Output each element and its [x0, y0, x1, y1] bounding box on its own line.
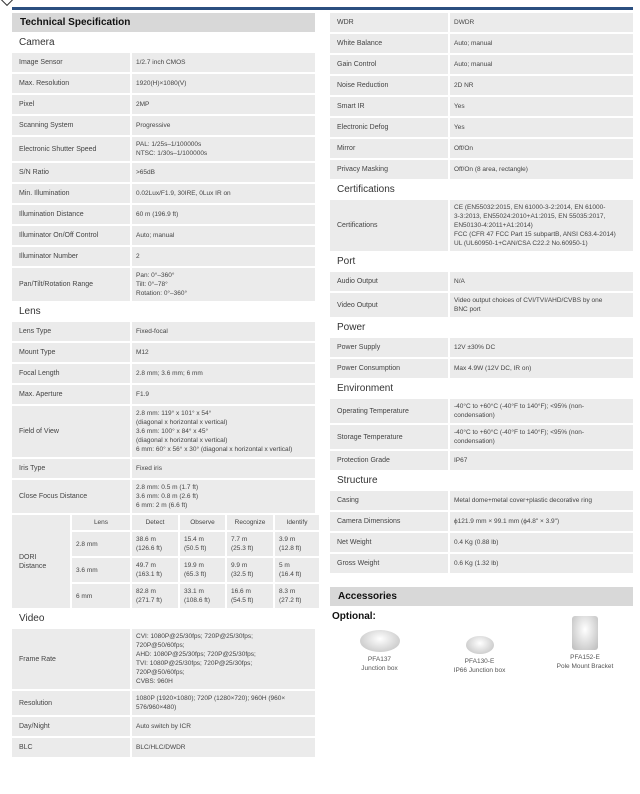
- spec-value: Max 4.9W (12V DC, IR on): [450, 359, 633, 378]
- dori-cell: 3.9 m (12.8 ft): [275, 532, 319, 556]
- spec-row: [12, 364, 315, 383]
- spec-value: M12: [132, 343, 315, 362]
- spec-label: Close Focus Distance: [12, 480, 130, 513]
- section-heading: Port: [337, 256, 356, 267]
- spec-row: [12, 406, 315, 457]
- spec-label: S/N Ratio: [12, 163, 130, 182]
- spec-row: [330, 491, 633, 510]
- dori-cell: 6 mm: [72, 584, 130, 608]
- spec-value: 2.8 mm; 3.6 mm; 6 mm: [132, 364, 315, 383]
- dori-cell: 8.3 m (27.2 ft): [275, 584, 319, 608]
- accessory-item: [442, 622, 517, 675]
- accessory-desc: IP66 Junction box: [453, 667, 506, 674]
- spec-value: Auto; manual: [132, 226, 315, 245]
- accessory-image: [572, 616, 598, 650]
- dori-cell: 82.8 m (271.7 ft): [132, 584, 178, 608]
- spec-label: Mirror: [330, 139, 448, 158]
- spec-row: [12, 343, 315, 362]
- spec-row: [330, 55, 633, 74]
- spec-row: [12, 717, 315, 736]
- spec-row: [12, 205, 315, 224]
- spec-value: DWDR: [450, 13, 633, 32]
- dori-cell: 15.4 m (50.5 ft): [180, 532, 225, 556]
- accessory-image: [466, 636, 494, 654]
- section-heading: Video: [19, 613, 45, 624]
- spec-label: Iris Type: [12, 459, 130, 478]
- spec-row: [330, 272, 633, 291]
- spec-value: 1/2.7 inch CMOS: [132, 53, 315, 72]
- spec-label: Gross Weight: [330, 554, 448, 573]
- spec-label: Gain Control: [330, 55, 448, 74]
- section-heading: Power: [337, 322, 366, 333]
- spec-row: [12, 629, 315, 689]
- spec-value: Video output choices of CVI/TVI/AHD/CVBS by one BNC port: [450, 293, 633, 317]
- spec-value: 0.4 Kg (0.88 lb): [450, 533, 633, 552]
- spec-row: [330, 399, 633, 423]
- spec-value: CVI: 1080P@25/30fps; 720P@25/30fps; 720P@50/60fps; AHD: 1080P@25/30fps; 720P@25/30fps; TVI: 1080P@25/30fps; 720P@25/30fps; 720P@50/60fps; CVBS: 960H: [132, 629, 315, 689]
- accessory-model: PFA152-E: [570, 654, 600, 661]
- section-heading: Environment: [337, 383, 394, 394]
- dori-cell: 49.7 m (163.1 ft): [132, 558, 178, 582]
- section-heading: Camera: [19, 37, 55, 48]
- spec-label: White Balance: [330, 34, 448, 53]
- spec-value: IP67: [450, 451, 633, 470]
- spec-label: Mount Type: [12, 343, 130, 362]
- spec-row: [12, 53, 315, 72]
- spec-label: Focal Length: [12, 364, 130, 383]
- spec-value: -40°C to +60°C (-40°F to 140°F); <95% (non- condensation): [450, 399, 633, 423]
- spec-row: [330, 451, 633, 470]
- accessory-desc: Pole Mount Bracket: [556, 663, 614, 670]
- spec-label: Camera Dimensions: [330, 512, 448, 531]
- dori-cell: 2.8 mm: [72, 532, 130, 556]
- spec-label: WDR: [330, 13, 448, 32]
- spec-row: [330, 139, 633, 158]
- spec-value: 0.02Lux/F1.9, 30IRE, 0Lux IR on: [132, 184, 315, 203]
- spec-value: Yes: [450, 118, 633, 137]
- dori-cell: 33.1 m (108.6 ft): [180, 584, 225, 608]
- spec-row: [12, 738, 315, 757]
- spec-row: [330, 118, 633, 137]
- dori-header: Detect: [132, 515, 178, 530]
- spec-label: Illuminator On/Off Control: [12, 226, 130, 245]
- spec-row: [330, 200, 633, 251]
- spec-value: Auto; manual: [450, 34, 633, 53]
- left-column: [12, 13, 315, 759]
- spec-row: [12, 226, 315, 245]
- spec-label: Electronic Shutter Speed: [12, 137, 130, 161]
- spec-label: Pan/Tilt/Rotation Range: [12, 268, 130, 301]
- spec-row: [12, 116, 315, 135]
- spec-label: Storage Temperature: [330, 425, 448, 449]
- spec-value: Off/On (8 area, rectangle): [450, 160, 633, 179]
- spec-value: F1.9: [132, 385, 315, 404]
- spec-label: Field of View: [12, 406, 130, 457]
- accessory-model: PFA137: [367, 656, 392, 663]
- spec-row: [330, 359, 633, 378]
- spec-label: Casing: [330, 491, 448, 510]
- spec-row: [330, 97, 633, 116]
- accessory-item: [540, 622, 630, 671]
- dori-header: Lens: [72, 515, 130, 530]
- spec-label: Audio Output: [330, 272, 448, 291]
- spec-label: Image Sensor: [12, 53, 130, 72]
- spec-row: [330, 34, 633, 53]
- spec-value: 2: [132, 247, 315, 266]
- spec-value: 2MP: [132, 95, 315, 114]
- spec-label: Operating Temperature: [330, 399, 448, 423]
- spec-label: Max. Resolution: [12, 74, 130, 93]
- spec-row: [330, 293, 633, 317]
- accessory-list: [330, 622, 633, 702]
- spec-value: CE (EN55032:2015, EN 61000-3-2:2014, EN 61000- 3-3:2013, EN55024:2010+A1:2015, EN 55035:2017, EN50130-4:2011+A1:2014) FCC (CFR 47 FCC Part 15 subpartB, ANSI C63.4-2014) UL (UL60950-1+CAN/CSA C22.2 No.60950-1): [450, 200, 633, 251]
- spec-value: N/A: [450, 272, 633, 291]
- spec-row: [330, 512, 633, 531]
- spec-row: [12, 459, 315, 478]
- spec-value: Auto switch by ICR: [132, 717, 315, 736]
- spec-label: BLC: [12, 738, 130, 757]
- spec-value: >65dB: [132, 163, 315, 182]
- dori-label: DORI Distance: [12, 515, 70, 608]
- spec-value: Progressive: [132, 116, 315, 135]
- spec-value: 2D NR: [450, 76, 633, 95]
- spec-row: [330, 76, 633, 95]
- spec-label: Frame Rate: [12, 629, 130, 689]
- spec-value: ϕ121.9 mm × 99.1 mm (ϕ4.8" × 3.9"): [450, 512, 633, 531]
- spec-value: PAL: 1/25s–1/100000s NTSC: 1/30s–1/100000s: [132, 137, 315, 161]
- dori-cell: 5 m (16.4 ft): [275, 558, 319, 582]
- spec-label: Min. Illumination: [12, 184, 130, 203]
- accessory-model: PFA130-E: [464, 658, 495, 665]
- spec-label: Power Consumption: [330, 359, 448, 378]
- spec-value: 2.8 mm: 119° x 101° x 54° (diagonal x horizontal x vertical) 3.6 mm: 100° x 84° x 45° (diagonal x horizontal x vertical) 6 mm: 60° x 56° x 30° (diagonal x horizontal x vertical): [132, 406, 315, 457]
- right-column: [330, 13, 633, 702]
- spec-row: [330, 533, 633, 552]
- spec-value: 1080P (1920×1080); 720P (1280×720); 960H (960× 576/960×480): [132, 691, 315, 715]
- optional-label: Optional:: [332, 611, 376, 622]
- spec-row: [330, 13, 633, 32]
- spec-value: 12V ±30% DC: [450, 338, 633, 357]
- dori-cell: 38.6 m (126.6 ft): [132, 532, 178, 556]
- dori-cell: 7.7 m (25.3 ft): [227, 532, 273, 556]
- spec-row: [12, 74, 315, 93]
- spec-row: [12, 268, 315, 301]
- accessories-title: Accessories: [330, 587, 633, 606]
- spec-row: [12, 480, 315, 513]
- spec-label: Max. Aperture: [12, 385, 130, 404]
- dori-header: Identify: [275, 515, 319, 530]
- spec-row: [12, 163, 315, 182]
- spec-row: [12, 691, 315, 715]
- page-title: Technical Specification: [12, 13, 315, 32]
- spec-value: Metal dome+metal cover+plastic decorative ring: [450, 491, 633, 510]
- spec-value: Off/On: [450, 139, 633, 158]
- spec-row: [12, 322, 315, 341]
- spec-row: [12, 247, 315, 266]
- spec-label: Power Supply: [330, 338, 448, 357]
- spec-row: [330, 425, 633, 449]
- section-heading: Structure: [337, 475, 378, 486]
- spec-label: Day/Night: [12, 717, 130, 736]
- spec-row: [330, 160, 633, 179]
- spec-value: 1920(H)×1080(V): [132, 74, 315, 93]
- spec-value: BLC/HLC/DWDR: [132, 738, 315, 757]
- dori-header: Recognize: [227, 515, 273, 530]
- spec-value: Fixed iris: [132, 459, 315, 478]
- spec-value: 60 m (196.9 ft): [132, 205, 315, 224]
- spec-value: 2.8 mm: 0.5 m (1.7 ft) 3.6 mm: 0.8 m (2.6 ft) 6 mm: 2 m (6.6 ft): [132, 480, 315, 513]
- spec-label: Net Weight: [330, 533, 448, 552]
- spec-label: Protection Grade: [330, 451, 448, 470]
- spec-label: Electronic Defog: [330, 118, 448, 137]
- spec-value: Fixed-focal: [132, 322, 315, 341]
- spec-label: Certifications: [330, 200, 448, 251]
- dori-table: [12, 515, 315, 608]
- spec-value: Pan: 0°–360° Tilt: 0°–78° Rotation: 0°–360°: [132, 268, 315, 301]
- section-heading: Lens: [19, 306, 41, 317]
- accessory-image: [360, 630, 400, 652]
- spec-label: Scanning System: [12, 116, 130, 135]
- header-rule: [12, 7, 633, 10]
- accessory-item: [342, 622, 417, 673]
- spec-label: Lens Type: [12, 322, 130, 341]
- spec-label: Smart IR: [330, 97, 448, 116]
- spec-row: [12, 137, 315, 161]
- dori-cell: 19.9 m (65.3 ft): [180, 558, 225, 582]
- spec-label: Noise Reduction: [330, 76, 448, 95]
- spec-label: Video Output: [330, 293, 448, 317]
- spec-value: Yes: [450, 97, 633, 116]
- accessory-desc: Junction box: [361, 665, 398, 672]
- dori-cell: 3.6 mm: [72, 558, 130, 582]
- corner-mark: [0, 0, 14, 6]
- spec-row: [12, 385, 315, 404]
- spec-label: Pixel: [12, 95, 130, 114]
- spec-label: Illuminator Number: [12, 247, 130, 266]
- spec-row: [12, 184, 315, 203]
- dori-header: Observe: [180, 515, 225, 530]
- spec-row: [330, 554, 633, 573]
- spec-row: [12, 95, 315, 114]
- spec-row: [330, 338, 633, 357]
- spec-value: -40°C to +60°C (-40°F to 140°F); <95% (non- condensation): [450, 425, 633, 449]
- spec-value: Auto; manual: [450, 55, 633, 74]
- spec-label: Illumination Distance: [12, 205, 130, 224]
- section-heading: Certifications: [337, 184, 395, 195]
- spec-label: Privacy Masking: [330, 160, 448, 179]
- dori-cell: 16.6 m (54.5 ft): [227, 584, 273, 608]
- dori-cell: 9.9 m (32.5 ft): [227, 558, 273, 582]
- spec-label: Resolution: [12, 691, 130, 715]
- spec-value: 0.6 Kg (1.32 lb): [450, 554, 633, 573]
